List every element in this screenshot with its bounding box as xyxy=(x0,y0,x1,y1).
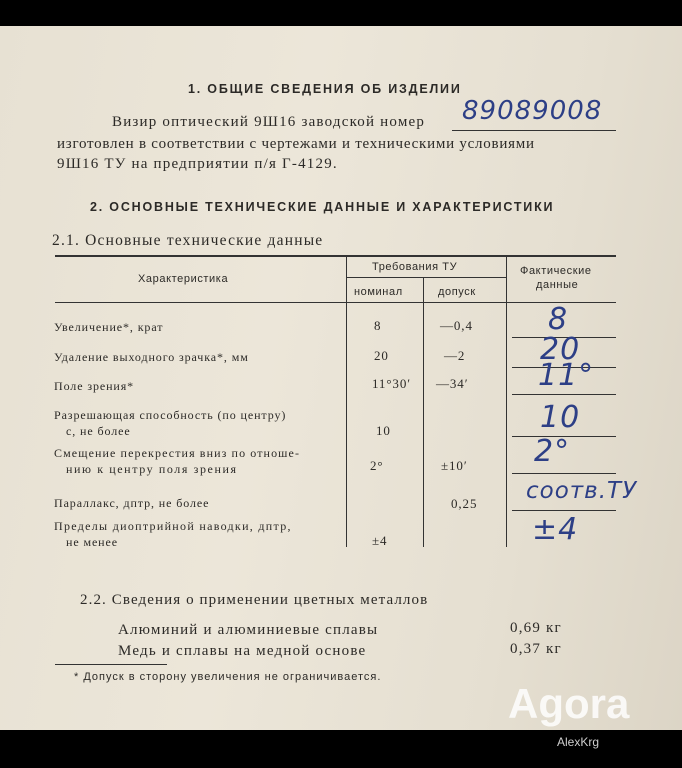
section-2-1-subtitle: 2.1. Основные технические данные xyxy=(52,232,324,249)
section-2-title: 2. ОСНОВНЫЕ ТЕХНИЧЕСКИЕ ДАННЫЕ И ХАРАКТЕРИСТИКИ xyxy=(90,200,555,214)
header-requirements: Требования ТУ xyxy=(372,261,458,273)
row-5-underline xyxy=(512,473,616,474)
row-3-actual-handwritten: 11° xyxy=(538,358,595,393)
row-7-actual-handwritten: ±4 xyxy=(532,512,579,547)
header-actual-1: Фактические xyxy=(520,265,592,277)
header-nominal: номинал xyxy=(354,286,403,298)
row-7-characteristic-1: Пределы диоптрийной наводки, дптр, xyxy=(54,519,292,533)
description-line-2: изготовлен в соответствии с чертежами и техническими условиями xyxy=(57,136,535,152)
row-6-actual-handwritten: соотв.ТУ xyxy=(526,478,638,504)
section-2-2-title: 2.2. Сведения о применении цветных металлов xyxy=(80,592,429,608)
metal-2-value: 0,37 кг xyxy=(510,641,562,657)
row-1-tolerance: —0,4 xyxy=(440,318,473,333)
footnote: * Допуск в сторону увеличения не ограничивается. xyxy=(74,671,382,683)
header-tolerance: допуск xyxy=(438,286,476,298)
row-4-nominal: 10 xyxy=(376,423,391,438)
row-7-characteristic-2: не менее xyxy=(66,535,118,549)
header-actual-2: данные xyxy=(536,279,579,291)
header-characteristic: Характеристика xyxy=(138,273,229,285)
table-vline-2 xyxy=(423,278,424,547)
row-2-actual-handwritten: 20 xyxy=(540,332,581,367)
table-vline-1 xyxy=(346,257,347,547)
serial-label: Визир оптический 9Ш16 заводской номер xyxy=(112,114,426,130)
row-4-characteristic-2: с, не более xyxy=(66,424,131,438)
table-header-rule xyxy=(55,302,616,303)
watermark-username: AlexKrg xyxy=(557,735,600,749)
row-5-actual-handwritten: 2° xyxy=(534,434,571,469)
footnote-rule xyxy=(55,664,167,665)
metal-1-label: Алюминий и алюминиевые сплавы xyxy=(118,622,379,638)
row-7-nominal: ±4 xyxy=(372,533,388,548)
row-3-nominal: 11°30′ xyxy=(372,376,411,391)
row-1-actual-handwritten: 8 xyxy=(548,302,569,337)
section-1-title: 1. ОБЩИЕ СВЕДЕНИЯ ОБ ИЗДЕЛИИ xyxy=(188,82,462,96)
row-2-characteristic: Удаление выходного зрачка*, мм xyxy=(54,350,249,364)
row-6-tolerance: 0,25 xyxy=(451,496,478,511)
row-3-tolerance: —34′ xyxy=(436,376,469,391)
description-line-3: 9Ш16 ТУ на предприятии п/я Г-4129. xyxy=(57,156,338,172)
serial-number-handwritten: 89089008 xyxy=(462,96,603,126)
table-subheader-rule xyxy=(346,277,506,278)
row-2-tolerance: —2 xyxy=(444,348,466,363)
row-5-characteristic-1: Смещение перекрестия вниз по отноше- xyxy=(54,446,301,460)
document-page xyxy=(0,26,682,730)
metal-2-label: Медь и сплавы на медной основе xyxy=(118,643,367,659)
row-2-nominal: 20 xyxy=(374,348,389,363)
row-4-characteristic-1: Разрешающая способность (по центру) xyxy=(54,408,287,422)
row-1-characteristic: Увеличение*, крат xyxy=(54,320,164,334)
metal-1-value: 0,69 кг xyxy=(510,620,562,636)
table-vline-3 xyxy=(506,257,507,547)
row-3-underline xyxy=(512,394,616,395)
table-top-rule xyxy=(55,255,616,257)
watermark-logo: Agora xyxy=(508,680,630,727)
row-5-characteristic-2: нию к центру поля зрения xyxy=(66,462,238,476)
row-6-underline xyxy=(512,510,616,511)
row-6-characteristic: Параллакс, дптр, не более xyxy=(54,496,210,510)
row-5-tolerance: ±10′ xyxy=(441,458,468,473)
serial-underline xyxy=(452,130,616,131)
row-3-characteristic: Поле зрения* xyxy=(54,379,135,393)
row-4-actual-handwritten: 10 xyxy=(540,400,581,435)
row-5-nominal: 2° xyxy=(370,458,384,473)
row-1-nominal: 8 xyxy=(374,318,382,333)
